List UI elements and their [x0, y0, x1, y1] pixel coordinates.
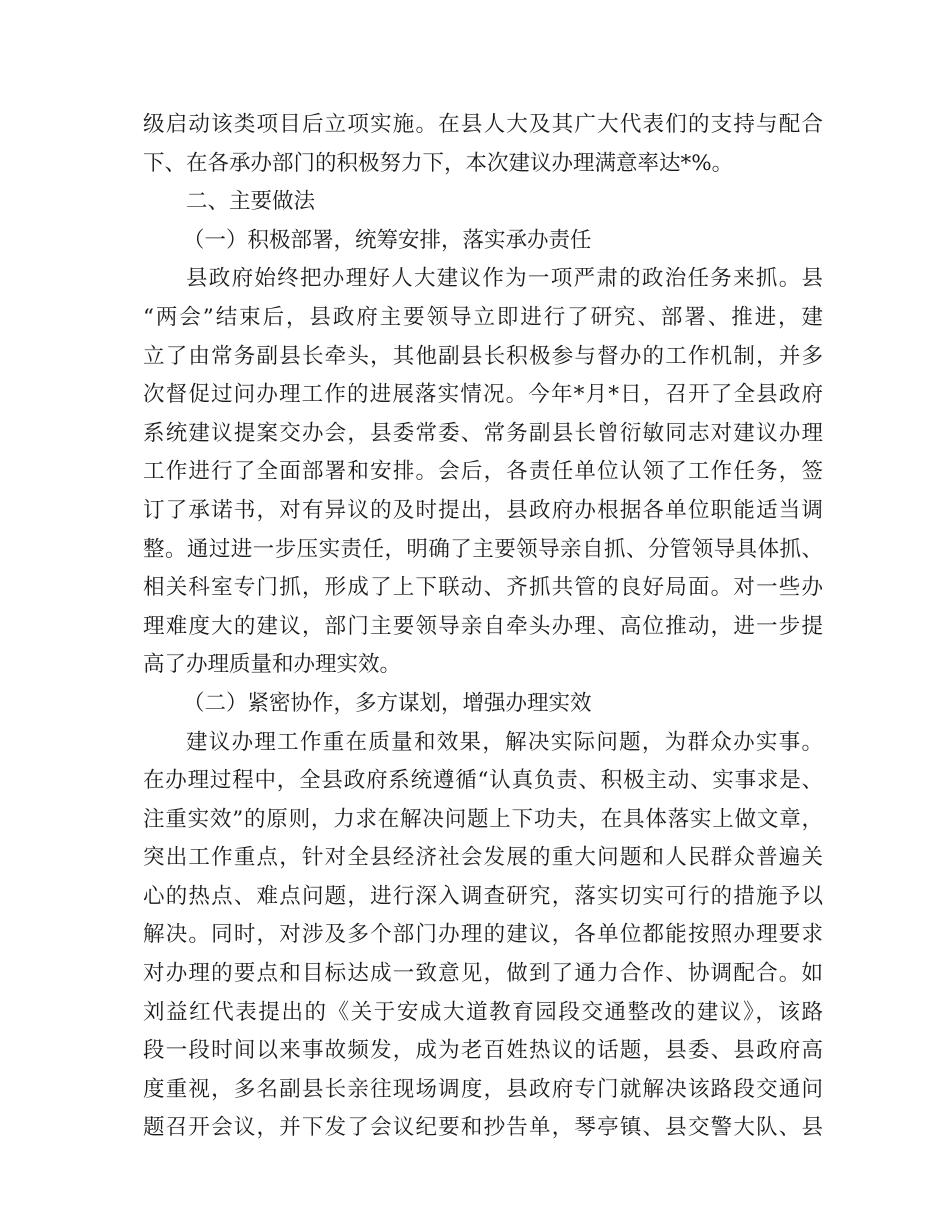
text-line: 心的热点、难点问题，进行深入调查研究，落实切实可行的措施予以: [143, 883, 823, 909]
text-line: 整。通过进一步压实责任，明确了主要领导亲自抓、分管领导具体抓、: [143, 536, 823, 562]
text-line: 度重视，多名副县长亲往现场调度，县政府专门就解决该路段交通问: [143, 1076, 823, 1102]
text-line: 相关科室专门抓，形成了上下联动、齐抓共管的良好局面。对一些办: [143, 575, 823, 601]
paragraph-first-line: 建议办理工作重在质量和效果，解决实际问题，为群众办实事。: [186, 729, 823, 755]
document-body: [143, 106, 823, 1148]
text-line: 系统建议提案交办会，县委常委、常务副县长曾衍敏同志对建议办理: [143, 420, 823, 446]
text-line: 次督促过问办理工作的进展落实情况。今年*月*日，召开了全县政府: [143, 382, 823, 408]
text-line: 级启动该类项目后立项实施。在县人大及其广大代表们的支持与配合: [143, 112, 823, 137]
text-line: 刘益红代表提出的《关于安成大道教育园段交通整改的建议》，该路: [143, 999, 823, 1025]
text-line: 工作进行了全面部署和安排。会后，各责任单位认领了工作任务，签: [143, 459, 823, 485]
text-line: 解决。同时，对涉及多个部门办理的建议，各单位都能按照办理要求: [143, 922, 823, 948]
subsection-heading: （一）积极部署，统筹安排，落实承办责任: [183, 227, 592, 253]
text-line: 下、在各承办部门的积极努力下，本次建议办理满意率达*%。: [143, 150, 734, 176]
text-line: 理难度大的建议，部门主要领导亲自牵头办理、高位推动，进一步提: [143, 613, 823, 639]
text-line: 注重实效”的原则，力求在解决问题上下功夫，在具体落实上做文章，: [143, 806, 823, 832]
section-heading: 二、主要做法: [186, 189, 316, 215]
text-line: 订了承诺书，对有异议的及时提出，县政府办根据各单位职能适当调: [143, 497, 823, 523]
text-line: 立了由常务副县长牵头，其他副县长积极参与督办的工作机制，并多: [143, 343, 823, 369]
text-line: 对办理的要点和目标达成一致意见，做到了通力合作、协调配合。如: [143, 961, 823, 987]
text-line: 段一段时间以来事故频发，成为老百姓热议的话题，县委、县政府高: [143, 1038, 823, 1064]
text-line: 在办理过程中，全县政府系统遵循“认真负责、积极主动、实事求是、: [143, 768, 823, 794]
text-line: 题召开会议，并下发了会议纪要和抄告单，琴亭镇、县交警大队、县: [143, 1115, 823, 1141]
paragraph-first-line: 县政府始终把办理好人大建议作为一项严肃的政治任务来抓。县: [186, 266, 823, 292]
subsection-heading: （二）紧密协作，多方谋划，增强办理实效: [183, 690, 592, 716]
text-line: 突出工作重点，针对全县经济社会发展的重大问题和人民群众普遍关: [143, 845, 823, 871]
text-line: “两会”结束后，县政府主要领导立即进行了研究、部署、推进，建: [143, 304, 823, 330]
text-line: 高了办理质量和办理实效。: [143, 652, 402, 678]
